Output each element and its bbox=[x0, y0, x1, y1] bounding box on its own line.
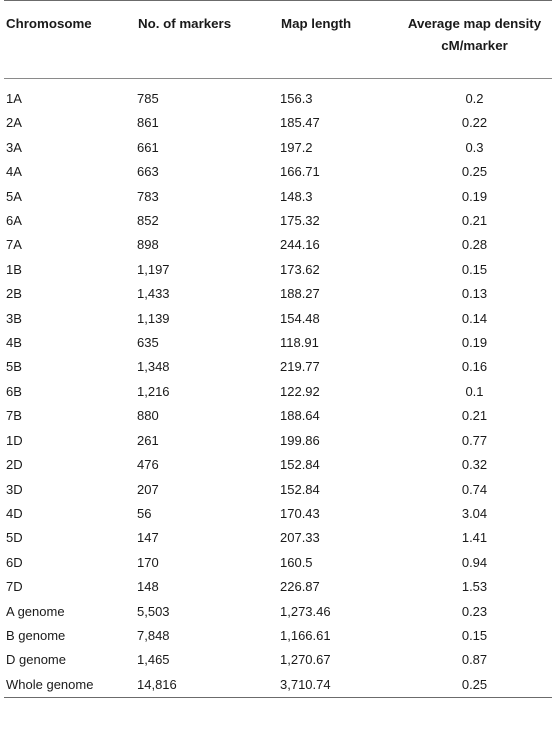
cell-chromosome: B genome bbox=[6, 627, 66, 643]
cell-average-map-density: 0.16 bbox=[461, 359, 488, 375]
cell-map-length: 173.62 bbox=[280, 261, 320, 277]
cell-chromosome: 5A bbox=[6, 188, 22, 204]
cell-no-of-markers: 661 bbox=[137, 139, 159, 155]
cell-map-length: 199.86 bbox=[280, 432, 320, 448]
cell-map-length: 188.64 bbox=[280, 408, 320, 424]
table-row bbox=[4, 307, 552, 331]
cell-map-length: 156.3 bbox=[280, 91, 313, 106]
cell-average-map-density: 0.22 bbox=[461, 115, 488, 131]
table-body bbox=[4, 79, 552, 698]
cell-no-of-markers: 476 bbox=[137, 457, 159, 473]
table-row bbox=[4, 453, 552, 477]
cell-map-length: 118.91 bbox=[280, 335, 319, 351]
table-row bbox=[4, 258, 552, 282]
cell-chromosome: 6D bbox=[6, 554, 23, 570]
table-row bbox=[4, 526, 552, 550]
cell-no-of-markers: 261 bbox=[137, 432, 159, 448]
cell-average-map-density: 0.19 bbox=[461, 188, 488, 204]
cell-no-of-markers: 147 bbox=[137, 530, 159, 546]
cell-chromosome: 5D bbox=[6, 530, 23, 546]
table-row bbox=[4, 185, 552, 209]
table-row bbox=[4, 380, 552, 404]
cell-no-of-markers: 1,348 bbox=[137, 359, 170, 375]
cell-chromosome: D genome bbox=[6, 652, 66, 668]
cell-map-length: 175.32 bbox=[280, 213, 320, 229]
cell-map-length: 166.71 bbox=[280, 164, 320, 180]
header-density-line1: Average map density bbox=[407, 16, 542, 31]
header-chromosome: Chromosome bbox=[4, 1, 137, 79]
cell-no-of-markers: 148 bbox=[137, 579, 159, 595]
cell-no-of-markers: 880 bbox=[137, 408, 159, 424]
table-row bbox=[4, 233, 552, 257]
cell-average-map-density: 0.21 bbox=[461, 408, 488, 424]
table-row bbox=[4, 111, 552, 135]
cell-no-of-markers: 785 bbox=[137, 91, 159, 106]
cell-no-of-markers: 7,848 bbox=[137, 627, 170, 643]
cell-map-length: 244.16 bbox=[280, 237, 320, 253]
cell-chromosome: 2B bbox=[6, 286, 22, 302]
cell-no-of-markers: 1,197 bbox=[137, 261, 170, 277]
cell-chromosome: 4D bbox=[6, 505, 23, 521]
table-row bbox=[4, 209, 552, 233]
cell-no-of-markers: 1,216 bbox=[137, 383, 170, 399]
cell-chromosome: 5B bbox=[6, 359, 22, 375]
cell-chromosome: 3D bbox=[6, 481, 23, 497]
cell-no-of-markers: 1,433 bbox=[137, 286, 170, 302]
cell-no-of-markers: 5,503 bbox=[137, 603, 170, 619]
header-map-length: Map length bbox=[280, 1, 397, 79]
cell-average-map-density: 0.32 bbox=[461, 457, 488, 473]
cell-average-map-density: 0.13 bbox=[461, 286, 488, 302]
cell-map-length: 3,710.74 bbox=[280, 673, 397, 698]
cell-chromosome: 7D bbox=[6, 579, 23, 595]
cell-map-length: 197.2 bbox=[280, 139, 313, 155]
table-header bbox=[4, 1, 552, 79]
header-no-of-markers: No. of markers bbox=[137, 1, 280, 79]
table-row bbox=[4, 624, 552, 648]
cell-map-length: 185.47 bbox=[280, 115, 320, 131]
cell-average-map-density: 0.3 bbox=[465, 139, 484, 155]
table-row bbox=[4, 282, 552, 306]
cell-chromosome: 3A bbox=[6, 139, 22, 155]
cell-no-of-markers: 14,816 bbox=[137, 673, 280, 698]
cell-chromosome: 4A bbox=[6, 164, 22, 180]
cell-chromosome: 2A bbox=[6, 115, 22, 131]
cell-average-map-density: 0.77 bbox=[461, 432, 488, 448]
table-row bbox=[4, 575, 552, 599]
header-row bbox=[4, 1, 552, 79]
cell-map-length: 148.3 bbox=[280, 188, 313, 204]
cell-map-length: 160.5 bbox=[280, 554, 313, 570]
cell-average-map-density: 0.25 bbox=[397, 673, 552, 698]
cell-average-map-density: 0.28 bbox=[461, 237, 488, 253]
cell-average-map-density: 0.1 bbox=[465, 383, 484, 399]
cell-map-length: 154.48 bbox=[280, 310, 320, 326]
cell-average-map-density: 0.25 bbox=[461, 164, 488, 180]
cell-map-length: 170.43 bbox=[280, 505, 320, 521]
cell-no-of-markers: 898 bbox=[137, 237, 159, 253]
cell-average-map-density: 1.53 bbox=[461, 579, 488, 595]
table-row bbox=[4, 429, 552, 453]
cell-map-length: 122.92 bbox=[280, 383, 320, 399]
table-row bbox=[4, 79, 552, 112]
cell-average-map-density: 0.23 bbox=[461, 603, 488, 619]
marker-map-table bbox=[4, 0, 552, 698]
cell-no-of-markers: 635 bbox=[137, 335, 159, 351]
header-average-map-density bbox=[397, 1, 552, 79]
cell-chromosome: 6A bbox=[6, 213, 22, 229]
cell-chromosome: A genome bbox=[6, 603, 65, 619]
cell-chromosome: 7A bbox=[6, 237, 22, 253]
cell-chromosome: 1B bbox=[6, 261, 22, 277]
cell-no-of-markers: 852 bbox=[137, 213, 159, 229]
cell-map-length: 207.33 bbox=[280, 530, 320, 546]
cell-no-of-markers: 861 bbox=[137, 115, 159, 131]
table-row bbox=[4, 478, 552, 502]
table-row bbox=[4, 136, 552, 160]
cell-no-of-markers: 56 bbox=[137, 505, 152, 521]
cell-average-map-density: 0.15 bbox=[461, 261, 488, 277]
table-row bbox=[4, 160, 552, 184]
cell-chromosome: Whole genome bbox=[4, 673, 137, 698]
table-row bbox=[4, 648, 552, 672]
cell-chromosome: 7B bbox=[6, 408, 22, 424]
table-row bbox=[4, 673, 552, 698]
cell-average-map-density: 0.15 bbox=[461, 627, 488, 643]
cell-average-map-density: 1.41 bbox=[461, 530, 488, 546]
cell-chromosome: 1A bbox=[6, 91, 22, 106]
cell-map-length: 219.77 bbox=[280, 359, 320, 375]
cell-map-length: 1,273.46 bbox=[280, 603, 331, 619]
cell-no-of-markers: 170 bbox=[137, 554, 159, 570]
cell-chromosome: 2D bbox=[6, 457, 23, 473]
cell-average-map-density: 0.14 bbox=[461, 310, 488, 326]
cell-chromosome: 1D bbox=[6, 432, 23, 448]
cell-map-length: 1,166.61 bbox=[280, 627, 331, 643]
cell-average-map-density: 0.87 bbox=[461, 652, 488, 668]
cell-map-length: 152.84 bbox=[280, 481, 320, 497]
cell-average-map-density: 0.19 bbox=[461, 335, 488, 351]
table-row bbox=[4, 355, 552, 379]
header-density-line2: cM/marker bbox=[441, 38, 508, 53]
cell-no-of-markers: 783 bbox=[137, 188, 159, 204]
table-row bbox=[4, 331, 552, 355]
cell-no-of-markers: 1,139 bbox=[137, 310, 170, 326]
cell-map-length: 152.84 bbox=[280, 457, 320, 473]
cell-chromosome: 4B bbox=[6, 335, 22, 351]
cell-chromosome: 6B bbox=[6, 383, 22, 399]
cell-average-map-density: 0.74 bbox=[461, 481, 488, 497]
cell-average-map-density: 0.2 bbox=[465, 91, 484, 106]
cell-map-length: 1,270.67 bbox=[280, 652, 331, 668]
cell-average-map-density: 0.94 bbox=[461, 554, 488, 570]
cell-average-map-density: 3.04 bbox=[461, 505, 488, 521]
table-row bbox=[4, 502, 552, 526]
cell-chromosome: 3B bbox=[6, 310, 22, 326]
table-row bbox=[4, 600, 552, 624]
cell-no-of-markers: 1,465 bbox=[137, 652, 170, 668]
table-row bbox=[4, 551, 552, 575]
table-row bbox=[4, 404, 552, 428]
cell-no-of-markers: 207 bbox=[137, 481, 159, 497]
cell-average-map-density: 0.21 bbox=[461, 213, 488, 229]
cell-map-length: 188.27 bbox=[280, 286, 320, 302]
cell-map-length: 226.87 bbox=[280, 579, 320, 595]
cell-no-of-markers: 663 bbox=[137, 164, 159, 180]
